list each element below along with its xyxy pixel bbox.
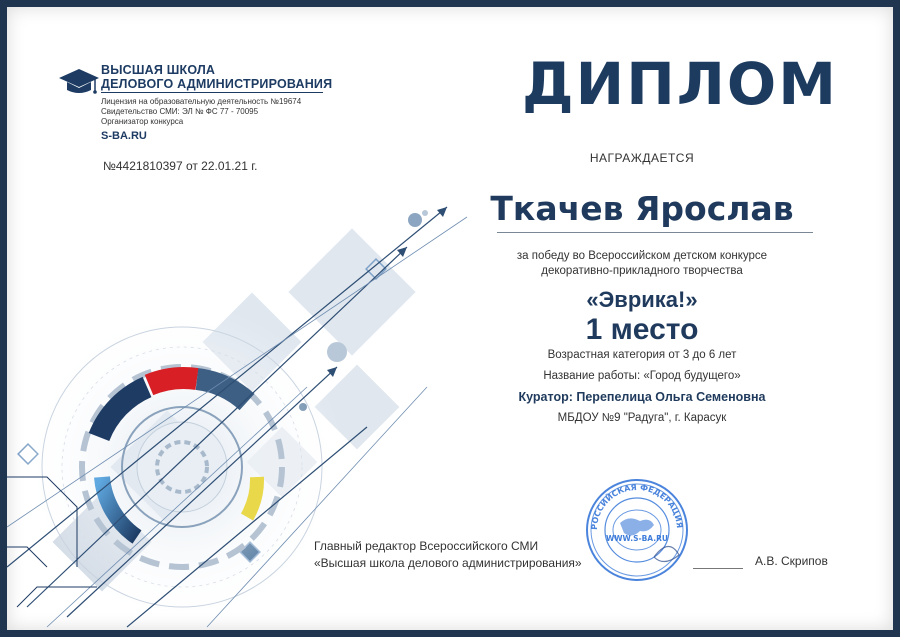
- age-category: Возрастная категория от 3 до 6 лет: [547, 349, 737, 361]
- signature-line: [693, 568, 743, 569]
- diploma-sheet: [7, 7, 893, 630]
- school-name: МБДОУ №9 "Радуга", г. Карасук: [557, 412, 727, 424]
- stamp-center-text: WWW.S-BA.RU: [606, 534, 668, 543]
- editor-role-line1: Главный редактор Всероссийского СМИ: [314, 539, 539, 553]
- graduation-cap-icon: [59, 65, 99, 97]
- diploma-title: ДИПЛОМ: [522, 50, 838, 118]
- license-text: Лицензия на образовательную деятельность №19674: [101, 97, 302, 106]
- org-site: S-BA.RU: [101, 130, 147, 142]
- stamp-ring-text: РОССИЙСКАЯ ФЕДЕРАЦИЯ: [589, 482, 685, 531]
- media-cert-text: Свидетельство СМИ: ЭЛ № ФС 77 - 70095: [101, 107, 259, 116]
- org-underline: [101, 92, 323, 93]
- reason-line2: декоративно-прикладного творчества: [541, 265, 743, 277]
- work-title: Название работы: «Город будущего»: [543, 370, 741, 382]
- recipient-name: Ткачев Ярослав: [490, 189, 794, 228]
- signer-name: А.В. Скрипов: [755, 554, 828, 568]
- diploma-number: №4421810397 от 22.01.21 г.: [103, 159, 258, 173]
- curator-name: Куратор: Перепелица Ольга Семеновна: [518, 390, 766, 404]
- awarded-label: НАГРАЖДАЕТСЯ: [589, 151, 695, 165]
- org-name-line1: ВЫСШАЯ ШКОЛА: [101, 63, 216, 77]
- place-award: 1 место: [585, 313, 699, 346]
- official-stamp: [584, 477, 690, 583]
- recipient-underline: [497, 232, 813, 233]
- organizer-label: Организатор конкурса: [101, 117, 184, 126]
- org-name-line2: ДЕЛОВОГО АДМИНИСТРИРОВАНИЯ: [101, 77, 333, 91]
- reason-line1: за победу во Всероссийском детском конкурсе: [516, 250, 768, 262]
- editor-role-line2: «Высшая школа делового администрирования»: [314, 556, 582, 570]
- contest-name: «Эврика!»: [586, 287, 698, 312]
